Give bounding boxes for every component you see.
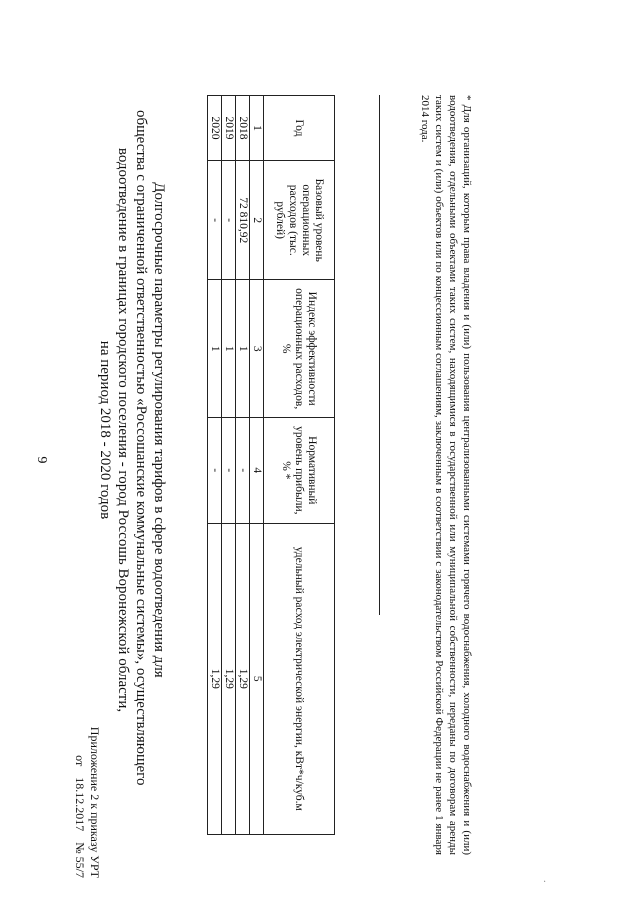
corner-mark: . — [541, 880, 552, 883]
table-cell: 1 — [208, 280, 222, 418]
table-cell: - — [222, 161, 236, 280]
document-title — [96, 110, 168, 786]
title-line-3: водоотведение в границах городского поселения - город Россошь Воронежской области, — [115, 147, 131, 713]
table-cell: 1 — [236, 280, 250, 418]
appendix-date-prefix: от — [73, 755, 87, 767]
header-year: Год — [264, 96, 335, 161]
table-cell: 1,29 — [208, 523, 222, 834]
appendix-number: № 55/7 — [73, 842, 87, 878]
table-cell: 1 — [250, 96, 264, 161]
title-line-1: Долгосрочные параметры регулирования тарифов в сфере водоотведения для — [151, 182, 167, 678]
appendix-date: 18.12.2017 — [73, 777, 87, 832]
table-row — [208, 96, 222, 835]
table-cell: 1,29 — [236, 523, 250, 834]
table-cell: 4 — [250, 418, 264, 524]
table-cell: 72 810,92 — [236, 161, 250, 280]
table-row — [250, 96, 264, 835]
table-row — [236, 96, 250, 835]
table-cell: - — [208, 418, 222, 524]
table-cell: 5 — [250, 523, 264, 834]
table-header-row — [264, 96, 335, 835]
table-cell: 2 — [250, 161, 264, 280]
appendix-date-line — [72, 668, 87, 878]
table-cell: 2019 — [222, 96, 236, 161]
header-energy-consumption: удельный расход электрической энергии, кВт*ч/куб.м — [264, 523, 335, 834]
table-cell: - — [222, 418, 236, 524]
table-cell: - — [208, 161, 222, 280]
table-cell: - — [236, 418, 250, 524]
appendix-line: Приложение 2 к приказу УРТ — [88, 726, 102, 878]
table-cell: 3 — [250, 280, 264, 418]
table-cell: 2018 — [236, 96, 250, 161]
page-number: 6 — [36, 456, 51, 464]
footnote-divider — [379, 95, 380, 615]
table-cell: 2020 — [208, 96, 222, 161]
table-cell: 1 — [222, 280, 236, 418]
header-base-opex: Базовый уровень операционных расходов (тыс. рублей) — [264, 161, 335, 280]
table-row — [222, 96, 236, 835]
title-line-4: на период 2018 - 2020 годов — [97, 340, 113, 520]
footnote-text: * Для организаций, которым права владения и (или) пользования централизованными системами горячего водоснабжения, холодного водоснабжения и (или) водоотведения, отдельными объектами таких систем, находящимися в государственной или муниципальной собственности, переданы по договорам аренды таких систем и (или) объектов или по концессионным соглашениям, заключенным в соответствии с законодательством Российской Федерации не ранее 1 января 2014 года. — [419, 95, 473, 855]
tariff-parameters-table — [207, 95, 335, 835]
title-line-2: общества с ограниченной ответственностью «Россошанские коммунальные системы», осуществляющего — [133, 110, 149, 786]
header-profit-level: Нормативный уровень прибыли, % * — [264, 418, 335, 524]
table-cell: 1,29 — [222, 523, 236, 834]
header-efficiency-index: Индекс эффективности операционных расходов, % — [264, 280, 335, 418]
